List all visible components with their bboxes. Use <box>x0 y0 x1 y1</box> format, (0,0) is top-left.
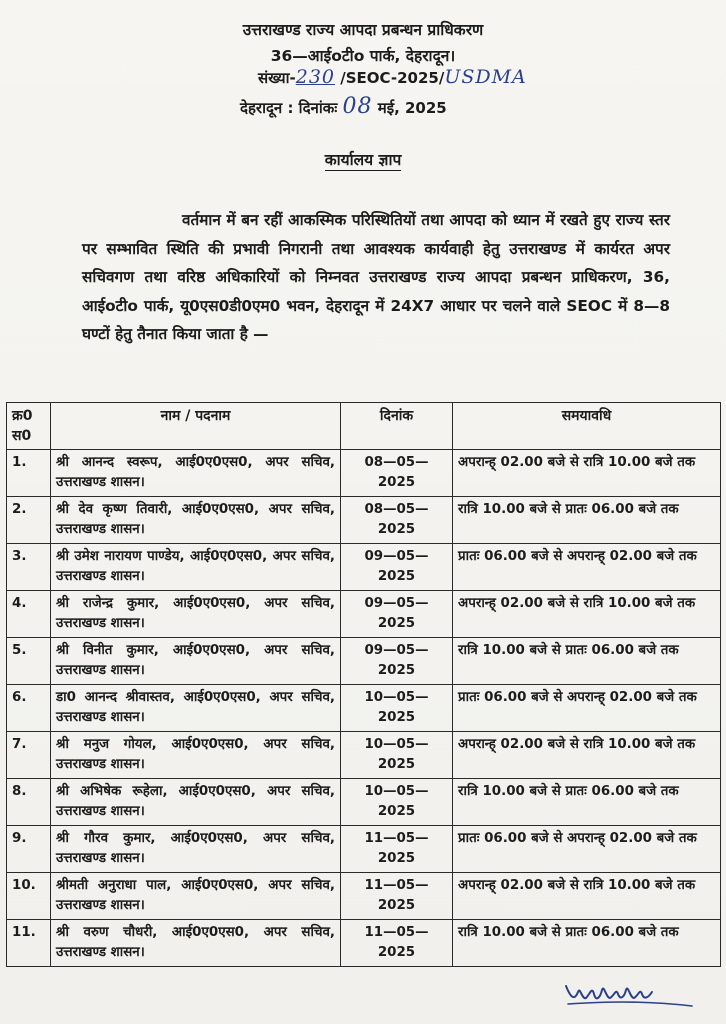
row-serial: 5. <box>7 638 51 685</box>
row-name: श्री अभिषेक रूहेला, आई0ए0एस0, अपर सचिव, उत्तराखण्ड शासन। <box>51 779 341 826</box>
row-date: 08—05—2025 <box>341 450 453 497</box>
row-name: श्री वरुण चौधरी, आई0ए0एस0, अपर सचिव, उत्तराखण्ड शासन। <box>51 920 341 967</box>
memo-title-text: कार्यालय ज्ञाप <box>324 151 402 169</box>
row-time: रात्रि 10.00 बजे से प्रातः 06.00 बजे तक <box>453 920 721 967</box>
header-date: दिनांक <box>341 403 453 450</box>
row-serial: 4. <box>7 591 51 638</box>
row-serial: 1. <box>7 450 51 497</box>
row-serial: 2. <box>7 497 51 544</box>
date-day-handwritten: 08 <box>342 94 373 119</box>
table-row <box>7 732 721 779</box>
row-name: श्री उमेश नारायण पाण्डेय, आई0ए0एस0, अपर सचिव, उत्तराखण्ड शासन। <box>51 544 341 591</box>
header-serial-no: क्र0 स0 <box>7 403 51 450</box>
table-row <box>7 497 721 544</box>
row-time: रात्रि 10.00 बजे से प्रातः 06.00 बजे तक <box>453 497 721 544</box>
row-serial: 11. <box>7 920 51 967</box>
table-row <box>7 591 721 638</box>
row-name: श्री आनन्द स्वरूप, आई0ए0एस0, अपर सचिव, उत्तराखण्ड शासन। <box>51 450 341 497</box>
row-date: 11—05—2025 <box>341 873 453 920</box>
reference-number-line <box>258 66 527 88</box>
header-time-period: समयावधि <box>453 403 721 450</box>
header-name-designation: नाम / पदनाम <box>51 403 341 450</box>
row-serial: 9. <box>7 826 51 873</box>
row-date: 08—05—2025 <box>341 497 453 544</box>
date-line <box>240 94 447 119</box>
row-date: 09—05—2025 <box>341 544 453 591</box>
table-row <box>7 779 721 826</box>
row-name: श्री विनीत कुमार, आई0ए0एस0, अपर सचिव, उत्तराखण्ड शासन। <box>51 638 341 685</box>
row-time: प्रातः 06.00 बजे से अपरान्ह् 02.00 बजे तक <box>453 544 721 591</box>
date-prefix: देहरादून : दिनांकः <box>240 99 343 117</box>
table-header-row <box>7 403 721 450</box>
ref-number-handwritten: 230 <box>295 66 335 88</box>
row-serial: 8. <box>7 779 51 826</box>
org-address: 36—आईoटीo पार्क, देहरादून। <box>270 47 456 65</box>
row-serial: 6. <box>7 685 51 732</box>
table-row <box>7 873 721 920</box>
row-date: 10—05—2025 <box>341 732 453 779</box>
row-time: प्रातः 06.00 बजे से अपरान्ह् 02.00 बजे तक <box>453 826 721 873</box>
row-name: श्रीमती अनुराधा पाल, आई0ए0एस0, अपर सचिव, उत्तराखण्ड शासन। <box>51 873 341 920</box>
row-name: श्री गौरव कुमार, आई0ए0एस0, अपर सचिव, उत्तराखण्ड शासन। <box>51 826 341 873</box>
row-date: 11—05—2025 <box>341 826 453 873</box>
table-row <box>7 544 721 591</box>
row-date: 09—05—2025 <box>341 638 453 685</box>
row-time: अपरान्ह् 02.00 बजे से रात्रि 10.00 बजे तक <box>453 591 721 638</box>
row-serial: 7. <box>7 732 51 779</box>
table-row <box>7 685 721 732</box>
row-name: श्री मनुज गोयल, आई0ए0एस0, अपर सचिव, उत्तराखण्ड शासन। <box>51 732 341 779</box>
row-name: डा0 आनन्द श्रीवास्तव, आई0ए0एस0, अपर सचिव, उत्तराखण्ड शासन। <box>51 685 341 732</box>
table-row <box>7 450 721 497</box>
signature-scribble <box>560 972 700 1012</box>
row-date: 11—05—2025 <box>341 920 453 967</box>
table-row <box>7 920 721 967</box>
row-date: 09—05—2025 <box>341 591 453 638</box>
row-time: रात्रि 10.00 बजे से प्रातः 06.00 बजे तक <box>453 779 721 826</box>
row-time: अपरान्ह् 02.00 बजे से रात्रि 10.00 बजे तक <box>453 450 721 497</box>
duty-roster-table <box>6 402 721 967</box>
row-name: श्री देव कृष्ण तिवारी, आई0ए0एस0, अपर सचिव, उत्तराखण्ड शासन। <box>51 497 341 544</box>
memo-title <box>0 148 726 170</box>
row-serial: 3. <box>7 544 51 591</box>
row-date: 10—05—2025 <box>341 779 453 826</box>
row-time: रात्रि 10.00 बजे से प्रातः 06.00 बजे तक <box>453 638 721 685</box>
date-suffix: मई, 2025 <box>372 99 447 117</box>
row-time: अपरान्ह् 02.00 बजे से रात्रि 10.00 बजे तक <box>453 732 721 779</box>
ref-prefix: संख्या- <box>258 69 296 87</box>
row-date: 10—05—2025 <box>341 685 453 732</box>
org-name: उत्तराखण्ड राज्य आपदा प्रबन्धन प्राधिकरण <box>242 21 484 39</box>
row-name: श्री राजेन्द्र कुमार, आई0ए0एस0, अपर सचिव, उत्तराखण्ड शासन। <box>51 591 341 638</box>
table-row <box>7 826 721 873</box>
ref-suffix-handwritten: USDMA <box>444 66 527 88</box>
ref-middle: /SEOC-2025/ <box>335 69 445 87</box>
table-row <box>7 638 721 685</box>
memo-body-paragraph: वर्तमान में बन रहीं आकस्मिक परिस्थितियों तथा आपदा को ध्यान में रखते हुए राज्य स्तर पर सम्भावित स्थिति की प्रभावी निगरानी तथा आवश्यक कार्यवाही हेतु उत्तराखण्ड में कार्यरत अपर सचिवगण तथा वरिष्ठ अधिकारियों को निम्नवत उत्तराखण्ड राज्य आपदा प्रबन्धन प्राधिकरण, 36, आईoटीo पार्क, यू0एस0डी0एम0 भवन, देहरादून में 24X7 आधार पर चलने वाले SEOC में 8—8 घण्टों हेतु तैनात किया जाता है — <box>82 211 670 343</box>
row-time: प्रातः 06.00 बजे से अपरान्ह् 02.00 बजे तक <box>453 685 721 732</box>
row-serial: 10. <box>7 873 51 920</box>
row-time: अपरान्ह् 02.00 बजे से रात्रि 10.00 बजे तक <box>453 873 721 920</box>
